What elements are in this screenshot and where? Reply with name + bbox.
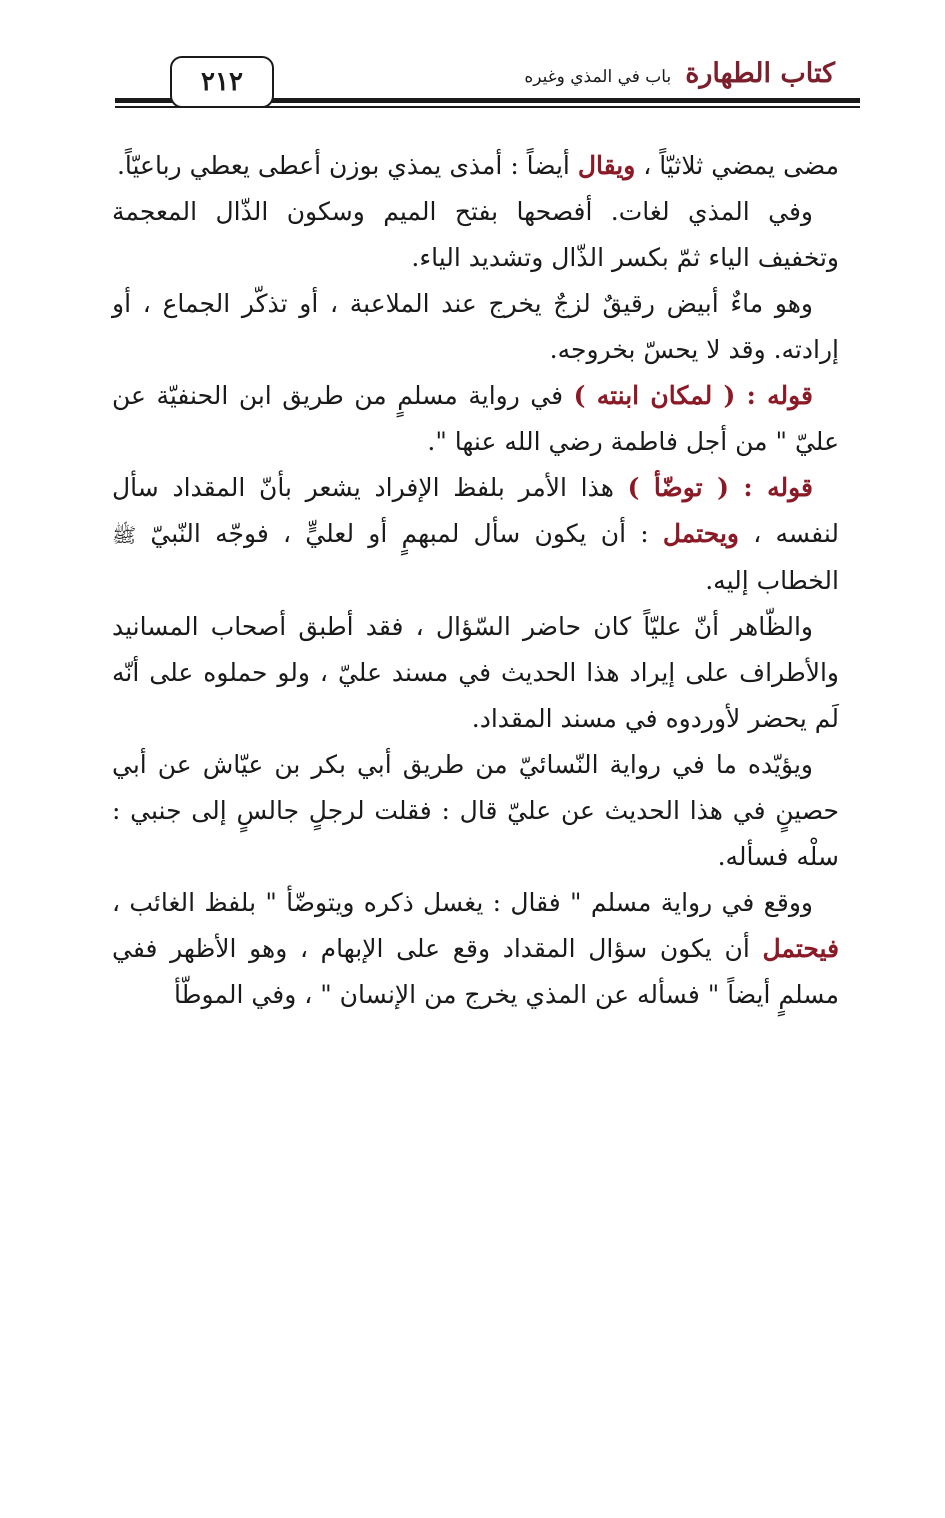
text-segment: أن يكون سؤال المقداد وقع على الإبهام ، وهو الأظهر ففي مسلمٍ أيضاً " فسأله عن المذي يخرج من الإنسان " ، وفي الموطّأ [112, 934, 839, 1009]
running-header [524, 58, 835, 89]
text-segment: في رواية مسلمٍ من طريق ابن الحنفيّة عن عليّ " من أجل فاطمة رضي الله عنها ". [112, 381, 839, 456]
text-segment: والظّاهر أنّ عليّاً كان حاضر السّؤال ، فقد أطبق أصحاب المسانيد والأطراف على إيراد هذا الحديث في مسند عليّ ، ولو حملوه على أنّه لَم يحضر لأوردوه في مسند المقداد. [112, 612, 839, 733]
paragraph [112, 880, 839, 1018]
highlighted-term: فيحتمل [762, 934, 840, 963]
paragraph [112, 281, 839, 373]
paragraph [112, 189, 839, 281]
chapter-title: باب في المذي وغيره [524, 67, 672, 87]
paragraph [112, 143, 839, 189]
paragraph [112, 742, 839, 880]
text-segment: هذا الأمر بلفظ الإفراد يشعر بأنّ المقداد سأل لنفسه ، [112, 473, 839, 548]
paragraph [112, 465, 839, 604]
text-segment: وهو ماءٌ أبيض رقيقٌ لزجٌ يخرج عند الملاعبة ، أو تذكّر الجماع ، أو إرادته. وقد لا يحسّ بخروجه. [112, 289, 839, 364]
text-segment: مضى يمضي ثلاثيّاً ، [635, 151, 839, 180]
text-segment: : أن يكون سأل لمبهمٍ أو لعليٍّ ، فوجّه النّبيّ [136, 519, 663, 548]
text-segment: ويؤيّده ما في رواية النّسائيّ من طريق أبي بكر بن عيّاش عن أبي حصينٍ في هذا الحديث عن عليّ قال : فقلت لرجلٍ جالسٍ إلى جنبي : سلْه فسأله. [112, 750, 839, 871]
body-text [112, 143, 839, 1018]
highlighted-term: ويقال [577, 151, 636, 180]
text-segment: ووقع في رواية مسلم " فقال : يغسل ذكره ويتوضّأ " بلفظ الغائب ، [112, 888, 813, 917]
highlighted-term: قوله : ( لمكان ابنته ) [573, 381, 813, 410]
paragraph [112, 373, 839, 465]
text-segment: وفي المذي لغات. أفصحها بفتح الميم وسكون الذّال المعجمة وتخفيف الياء ثمّ بكسر الذّال وتشديد الياء. [112, 197, 839, 272]
highlighted-term: ويحتمل [662, 519, 739, 548]
highlighted-term: قوله : ( توضّأ ) [627, 473, 813, 502]
book-title: كتاب الطهارة [685, 58, 835, 89]
honorific-glyph: ﷺ [112, 523, 137, 547]
text-segment: أيضاً : أمذى يمذي بوزن أعطى يعطي رباعيّاً. [116, 151, 578, 180]
paragraph [112, 604, 839, 742]
text-segment: الخطاب إليه. [705, 566, 839, 595]
page-number: ٢١٢ [170, 56, 274, 108]
